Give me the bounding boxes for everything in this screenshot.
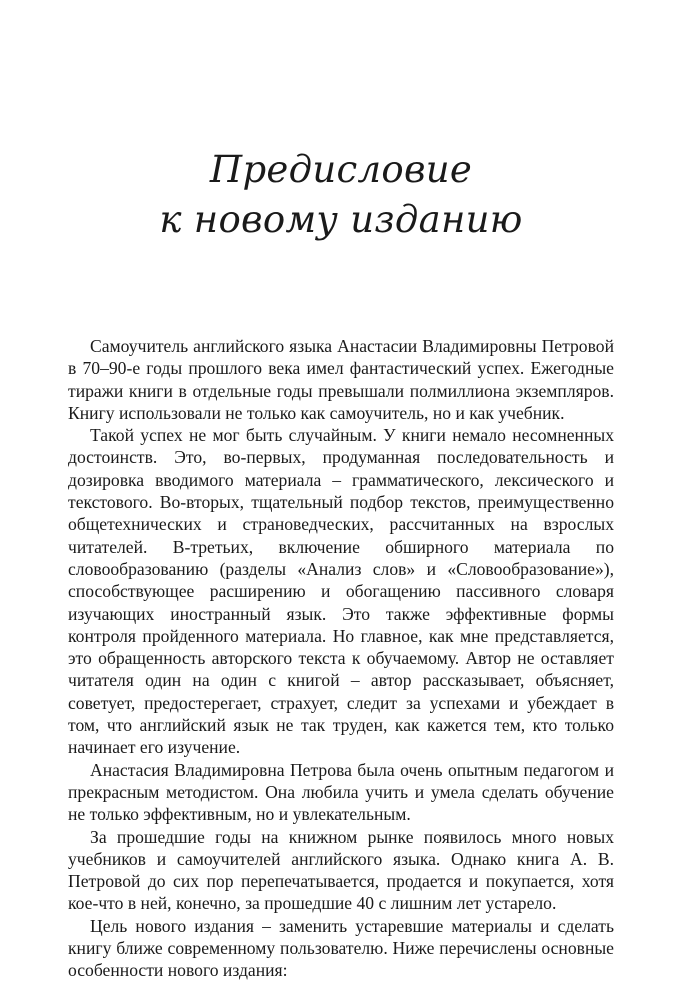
paragraph: Анастасия Владимировна Петрова была очень опытным педагогом и прекрасным методистом. Она любила учить и умела сделать обучение не только эффективным, но и увлекательным. [68, 759, 614, 825]
paragraph: За прошедшие годы на книжном рынке появилось много новых учебников и самоучителей английского языка. Однако книга А. В. Петровой до сих пор перепечатывается, продается и покупается, хотя кое-что в ней, конечно, за прошедшие 40 с лишним лет устарело. [68, 826, 614, 914]
title-line-1: Предисловие [209, 147, 473, 191]
body-text [68, 335, 614, 982]
paragraph: Цель нового издания – заменить устаревшие материалы и сделать книгу ближе современному пользователю. Ниже перечислены основные особенности нового издания: [68, 915, 614, 981]
page-title [0, 145, 682, 245]
paragraph: Такой успех не мог быть случайным. У книги немало несомненных достоинств. Это, во-первых, продуманная последовательность и дозировка вводимого материала – грамматического, лексического и текстового. Во-вторых, тщательный подбор текстов, преимущественно общетехнических и страноведческих, рассчитанных на взрослых читателей. В-третьих, включение обширного материала по словообразованию (разделы «Анализ слов» и «Словообразование»), способствующее расширению и обогащению пассивного словаря изучающих иностранный язык. Это также эффективные формы контроля пройденного материала. Но главное, как мне представляется, это обращенность авторского текста к обучаемому. Автор не оставляет читателя один на один с книгой – автор рассказывает, объясняет, советует, предостерегает, страхует, следит за успехами и убеждает в том, что английский язык не так труден, как кажется тем, кто только начинает его изучение. [68, 425, 614, 758]
title-line-2: к новому изданию [159, 197, 523, 241]
paragraph: Самоучитель английского языка Анастасии Владимировны Петровой в 70–90-е годы прошлого века имел фантастический успех. Ежегодные тиражи книги в отдельные годы превышали полмиллиона экземпляров. Книгу использовали не только как самоучитель, но и как учебник. [68, 336, 614, 423]
